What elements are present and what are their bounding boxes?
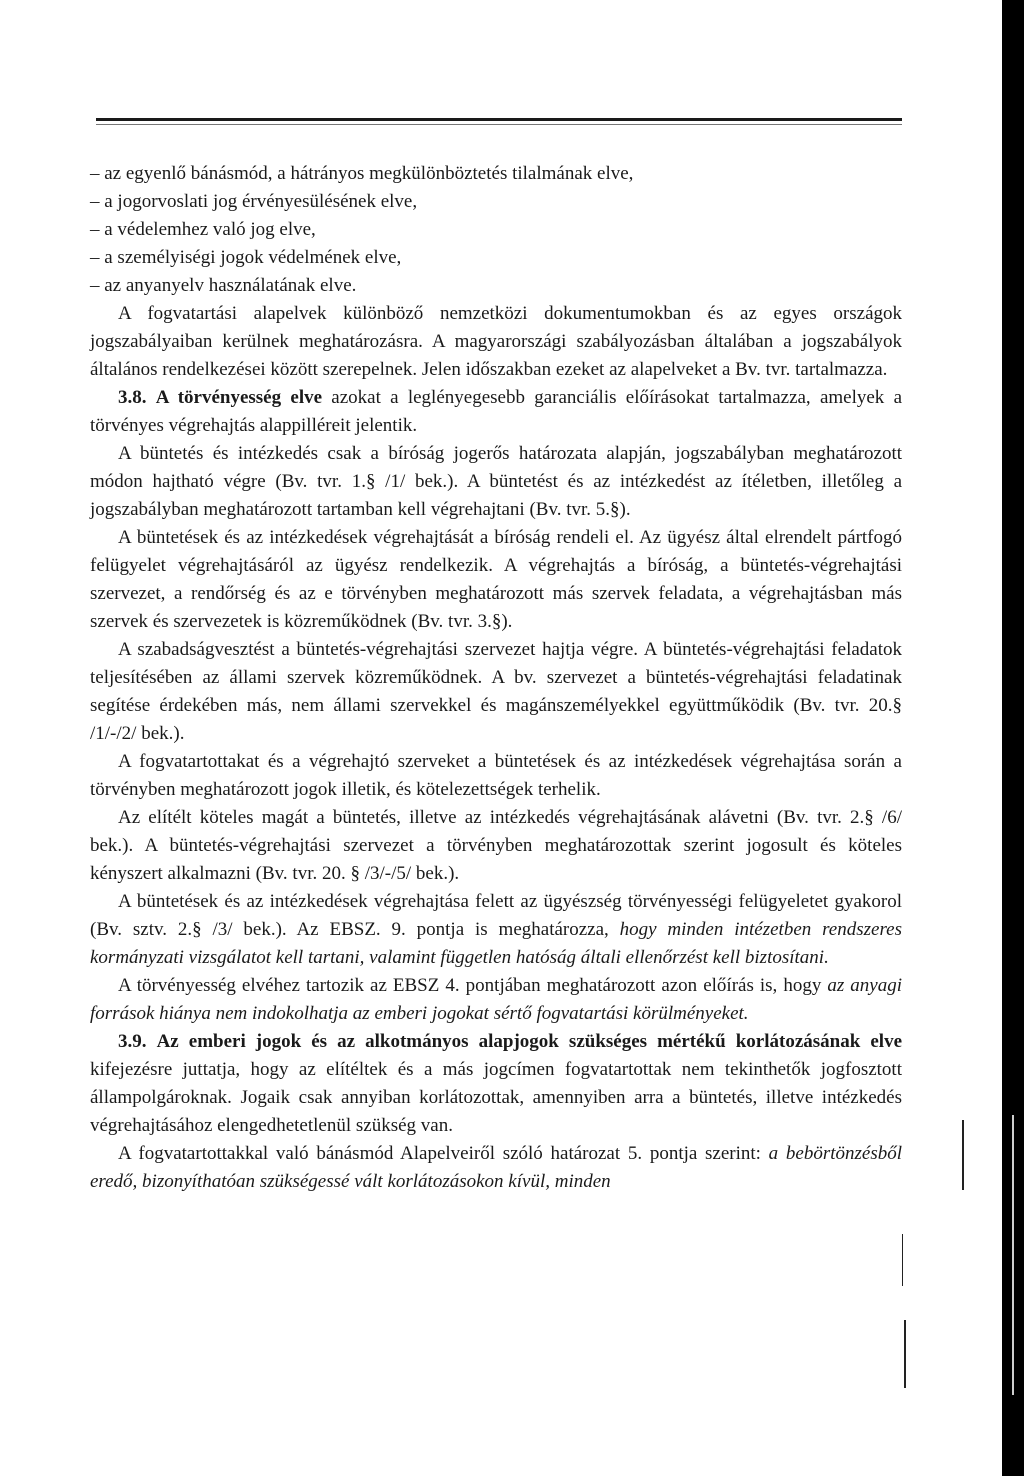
paragraph: A fogvatartási alapelvek különböző nemzetközi dokumentumokban és az egyes országok jogszabályaiban kerülnek meghatározásra. A magyarországi szabályozásban általában a jogszabályok általános rendelkezései között szerepelnek. Jelen időszakban ezeket az alapelveket a Bv. tvr. tartalmazza. (90, 303, 902, 380)
paragraph: A fogvatartottakat és a végrehajtó szerveket a büntetések és az intézkedések végrehajtása során a törvényben meghatározott jogok illetik, és kötelezettségek terhelik. (90, 751, 902, 800)
paragraph (90, 888, 902, 972)
section-number: 3.8. (118, 387, 147, 408)
paragraph-text: A büntetések és az intézkedések végrehajtása felett az ügyészség törvényességi felügyeletet gyakorol (Bv. sztv. 2.§ /3/ bek.). Az EBSZ. 9. pontja is meghatározza, (90, 891, 902, 940)
header-rule (96, 118, 902, 121)
section-number: 3.9. (118, 1031, 147, 1052)
paragraph: A szabadságvesztést a büntetés-végrehajtási szervezet hajtja végre. A büntetés-végrehajtási feladatok teljesítésében az állami szervek közreműködnek. A bv. szervezet a büntetés-végrehajtási feladatinak segítése érdekében más, nem állami szervekkel és magánszemélyekkel együttműködik (Bv. tvr. 20.§ /1/-/2/ bek.). (90, 639, 902, 744)
scan-margin-mark (904, 1320, 906, 1388)
header-rule-thin (96, 124, 902, 125)
paragraph (90, 972, 902, 1028)
list-item: – a jogorvoslati jog érvényesülésének elve, (90, 191, 418, 212)
section-text: kifejezésre juttatja, hogy az elítéltek és a más jogcímen fogvatartottak nem tekinthetők jogfosztott állampolgároknak. Jogaik csak annyiban korlátozottak, amennyiben arra a büntetés, illetve intézkedés végrehajtásához elengedhetetlenül szükség van. (90, 1059, 902, 1136)
paragraph-text: A fogvatartottakkal való bánásmód Alapelveiről szóló határozat 5. pontja szerint: (118, 1143, 769, 1164)
scan-edge-line (1012, 1115, 1014, 1395)
scan-margin-mark (902, 1234, 903, 1286)
section-3-8 (90, 384, 902, 440)
paragraph (90, 1140, 902, 1196)
body-text (90, 160, 902, 1196)
paragraph-italic: az anyagi források hiánya nem indokolhatja az emberi jogokat sértő fogvatartási körülményeket. (90, 975, 902, 1024)
section-3-9 (90, 1028, 902, 1140)
paragraph-italic: a bebörtönzésből eredő, bizonyíthatóan szükségessé vált korlátozásokon kívül, minden (90, 1143, 902, 1192)
list-item: – az egyenlő bánásmód, a hátrányos megkülönböztetés tilalmának elve, (90, 163, 634, 184)
list-item: – a védelemhez való jog elve, (90, 219, 316, 240)
list-item: – a személyiségi jogok védelmének elve, (90, 247, 402, 268)
paragraph-italic: hogy minden intézetben rendszeres kormányzati vizsgálatot kell tartani, valamint független hatóság általi ellenőrzést kell biztosítani. (90, 919, 902, 968)
section-heading: A törvényesség elve (155, 387, 323, 408)
list-item: – az anyanyelv használatának elve. (90, 275, 357, 296)
paragraph: A büntetés és intézkedés csak a bíróság jogerős határozata alapján, jogszabályban meghatározott módon hajtható végre (Bv. tvr. 1.§ /1/ bek.). A büntetést és az intézkedést az ítéletben, illetőleg a jogszabályban meghatározott tartamban kell végrehajtani (Bv. tvr. 5.§). (90, 443, 902, 520)
paragraph-text: A törvényesség elvéhez tartozik az EBSZ 4. pontjában meghatározott azon előírás is, hogy (118, 975, 828, 996)
paragraph: Az elítélt köteles magát a büntetés, illetve az intézkedés végrehajtásának alávetni (Bv. tvr. 2.§ /6/ bek.). A büntetés-végrehajtási szervezet a törvényben meghatározottak szerint jogosult és köteles kényszert alkalmazni (Bv. tvr. 20. § /3/-/5/ bek.). (90, 807, 902, 884)
scan-margin-mark (962, 1120, 964, 1190)
section-heading: Az emberi jogok és az alkotmányos alapjogok szükséges mértékű korlátozásának elve (156, 1031, 902, 1052)
paragraph: A büntetések és az intézkedések végrehajtását a bíróság rendeli el. Az ügyész által elrendelt pártfogó felügyelet végrehajtásáról az ügyész rendelkezik. A végrehajtás a bíróság, a büntetés-végrehajtási szervezet, a rendőrség és az e törvényben meghatározott más szervek feladata, a végrehajtásban más szervek és szervezetek is közreműködnek (Bv. tvr. 3.§). (90, 527, 902, 632)
section-text: azokat a leglényegesebb garanciális előírásokat tartalmazza, amelyek a törvényes végrehajtás alappilléreit jelentik. (90, 387, 903, 436)
